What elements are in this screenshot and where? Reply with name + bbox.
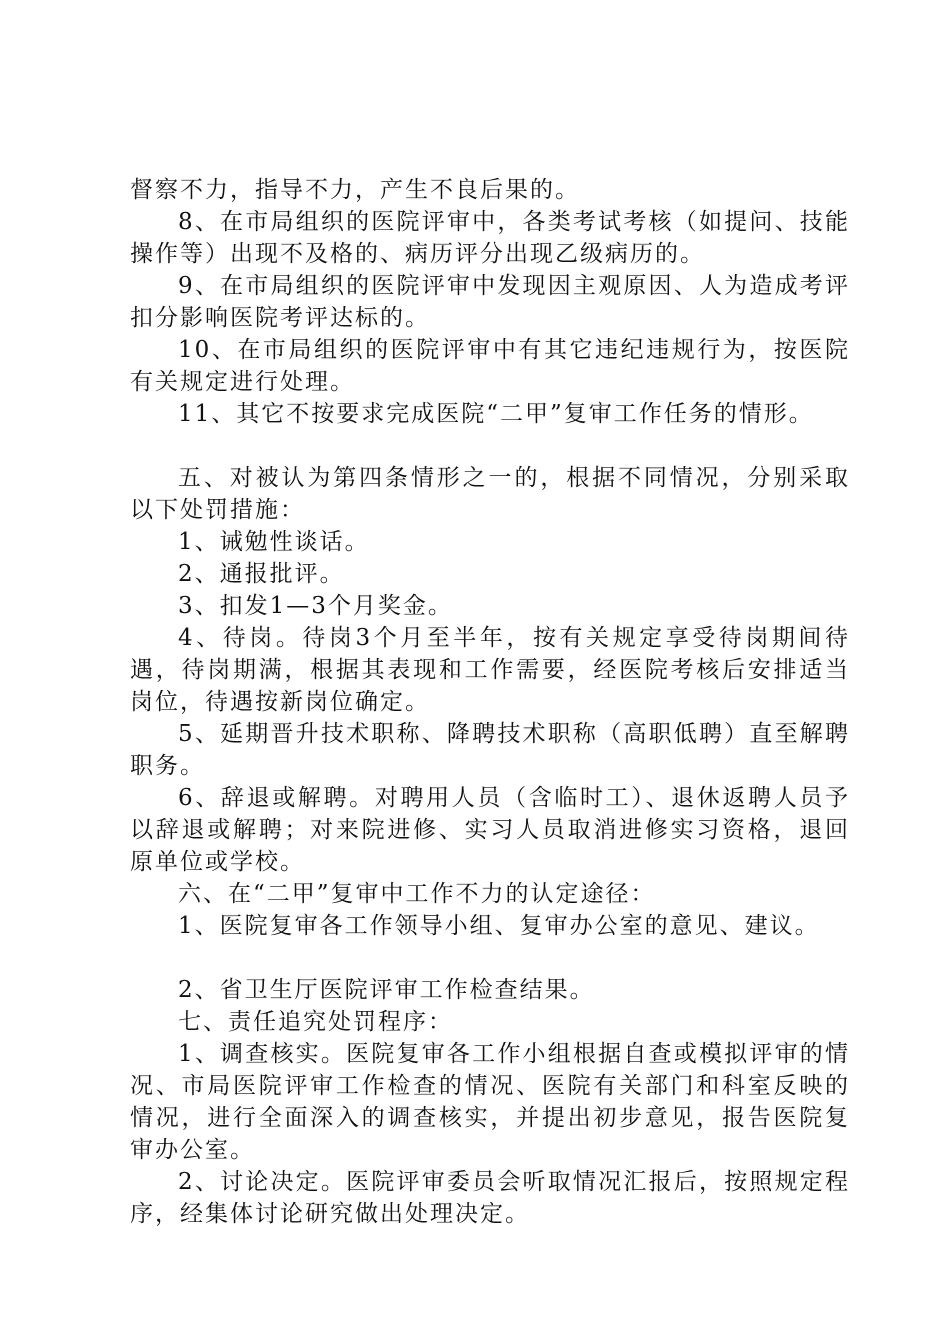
identification-item-1: 1、医院复审各工作领导小组、复审办公室的意见、建议。	[178, 913, 820, 939]
identification-item-2: 2、省卫生厅医院评审工作检查结果。	[178, 977, 595, 1003]
penalty-item-2: 2、通报批评。	[178, 561, 345, 587]
paragraph-continuation: 督察不力，指导不力，产生不良后果的。	[130, 177, 580, 203]
penalty-item-1: 1、诫勉性谈话。	[178, 529, 370, 555]
paragraph-item-9: 9、在市局组织的医院评审中发现因主观原因、人为造成考评扣分影响医院考评达标的。	[130, 273, 850, 331]
penalty-item-4: 4、待岗。待岗3个月至半年，按有关规定享受待岗期间待遇，待岗期满，根据其表现和工作需要，经医院考核后安排适当岗位，待遇按新岗位确定。	[130, 625, 850, 715]
section-heading-7: 七、责任追究处罚程序：	[178, 1009, 453, 1035]
document-body	[130, 174, 850, 1230]
penalty-item-5: 5、延期晋升技术职称、降聘技术职称（高职低聘）直至解聘职务。	[130, 721, 850, 779]
section-heading-5: 五、对被认为第四条情形之一的，根据不同情况，分别采取以下处罚措施：	[130, 465, 850, 523]
penalty-item-6: 6、辞退或解聘。对聘用人员（含临时工）、退休返聘人员予以辞退或解聘；对来院进修、实习人员取消进修实习资格，退回原单位或学校。	[130, 785, 850, 875]
paragraph-item-11: 11、其它不按要求完成医院“二甲”复审工作任务的情形。	[178, 401, 814, 427]
paragraph-item-10: 10、在市局组织的医院评审中有其它违纪违规行为，按医院有关规定进行处理。	[130, 337, 850, 395]
paragraph-item-8: 8、在市局组织的医院评审中，各类考试考核（如提问、技能操作等）出现不及格的、病历评分出现乙级病历的。	[130, 209, 850, 267]
section-heading-6: 六、在“二甲”复审中工作不力的认定途径：	[178, 881, 656, 907]
procedure-item-1: 1、调查核实。医院复审各工作小组根据自查或模拟评审的情况、市局医院评审工作检查的情况、医院有关部门和科室反映的情况，进行全面深入的调查核实，并提出初步意见，报告医院复审办公室。	[130, 1041, 850, 1163]
penalty-item-3: 3、扣发1—3个月奖金。	[178, 593, 453, 619]
procedure-item-2: 2、讨论决定。医院评审委员会听取情况汇报后，按照规定程序，经集体讨论研究做出处理决定。	[130, 1169, 850, 1227]
